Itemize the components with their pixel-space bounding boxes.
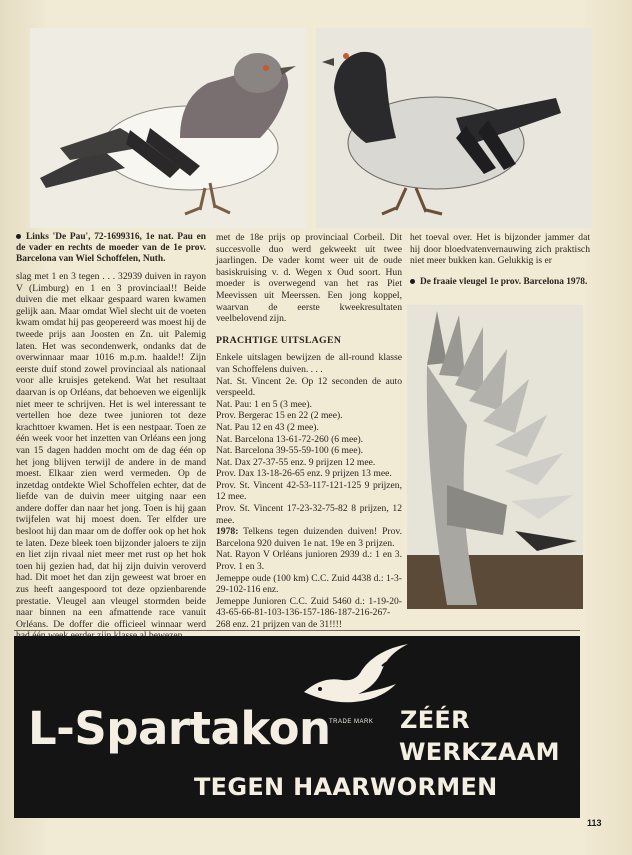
- results-lead: Enkele uitslagen bewijzen de all-round klasse van Schoffelens duiven. . . .: [216, 352, 402, 375]
- result-1978: [216, 526, 402, 549]
- result-line: Prov. St. Vincent 42-53-117-121-125 9 prijzen, 12 mee.: [216, 479, 402, 503]
- result-line: Prov. St. Vincent 17-23-32-75-82 8 prijzen, 12 mee.: [216, 503, 402, 526]
- caption-wing: [410, 277, 590, 288]
- result-line: Prov. Bergerac 15 en 22 (2 mee).: [216, 410, 343, 422]
- ad-tagline-3: TEGEN HAARWORMEN: [194, 773, 498, 801]
- text-column-2: [216, 232, 402, 670]
- result-line: Nat. Barcelona 39-55-59-100 (6 mee).: [216, 445, 364, 457]
- wing-illustration: [407, 305, 583, 609]
- result-line: Jemeppe oude (100 km) C.C. Zuid 4438 d.: 1-3-29-102-116 enz.: [216, 572, 402, 596]
- result-line: Nat. St. Vincent 2e. Op 12 seconden de auto verspeeld.: [216, 375, 402, 399]
- bullet-icon: [410, 279, 415, 284]
- pigeon-left-illustration: [30, 28, 306, 228]
- result-line: Nat. Dax 27-37-55 enz. 9 prijzen 12 mee.: [216, 456, 376, 468]
- article-paragraph: het toeval over. Het is bijzonder jammer dat hij door bloedvatenvernauwing zich praktisch niet meer bukken kan. Gelukkig is er: [410, 232, 590, 267]
- result-line: Jemeppe Junioren C.C. Zuid 5460 d.: 1-19-20-43-65-66-81-103-136-157-186-187-216-267-268 enz. 21 prijzen van de 31!!!!: [216, 595, 402, 630]
- page-number: 113: [587, 818, 602, 828]
- photo-pigeon-de-pau: [30, 28, 306, 228]
- caption-pau: [16, 232, 206, 265]
- ad-tagline-2: WERKZAAM: [399, 738, 560, 766]
- ad-tagline-1: ZÉÉR: [400, 706, 470, 734]
- bullet-icon: [16, 234, 21, 239]
- advertisement-spartakon: [14, 636, 580, 818]
- result-line: Nat. Pau: 1 en 5 (3 mee).: [216, 398, 312, 410]
- text-column-1: [16, 232, 206, 642]
- year-text: Telkens tegen duizenden duiven! Prov. Barcelona 920 duiven 1e nat. 19e en 3 prijzen.: [216, 526, 402, 549]
- photo-wing: [407, 305, 583, 609]
- section-divider: [14, 630, 580, 631]
- result-line: Nat. Rayon V Orléans junioren 2939 d.: 1 en 3. Prov. 1 en 3.: [216, 549, 402, 573]
- caption-wing-text: De fraaie vleugel 1e prov. Barcelona 1978.: [420, 276, 588, 287]
- section-heading-uitslagen: PRACHTIGE UITSLAGEN: [216, 334, 342, 346]
- result-line: Nat. Pau 12 en 43 (2 mee).: [216, 421, 319, 433]
- result-line: Nat. Barcelona 13-61-72-260 (6 mee).: [216, 433, 364, 445]
- photo-pigeon-mother: [316, 28, 592, 228]
- caption-pau-text: Links 'De Pau', 72-1699316, 1e nat. Pau en de vader en rechts de moeder van de 1e prov. Barcelona van Wiel Schoffelen, Nuth.: [16, 232, 206, 264]
- year-label: 1978:: [216, 526, 239, 538]
- trademark-label: TRADE MARK: [329, 719, 374, 725]
- brand-name: L-Spartakon: [28, 702, 331, 755]
- text-column-3: [410, 232, 590, 294]
- article-paragraph: slag met 1 en 3 tegen . . . 32939 duiven in rayon V (Limburg) en 1 en 3 provinciaal!! Beide duiven die met elkaar gespaard waren kwamen gelijk aan. Maar omdat Wiel slecht uit de voeten kwam omdat hij pas geopereerd was moest hij de tweede prijs aan Joosten en Zn. uit Palemig laten. Het was secondenwerk, ondanks dat de overwinnaar maar 1016 m.p.m. haalde!! Zijn eerste duif stond zowel provinciaal als nationaal voor alle kruisjes getekend. Wat het resultaat daarvan is op Orléans, dat behoeven we eigenlijk niet meer te schrijven. Het is wel interessant te vertellen hoe deze twee junioren tot deze krachttoer kwamen. Het is een nestpaar. Toen ze één week voor het inzetten van Orléans een jong van 15 dagen hadden mocht om de dag één op het jong blijven terwijl de andere in de mand moest. Elkaar zien werd vermeden. Op de inzetdag ontdekte Wiel Schoffelen echter, dat de liefde van de duivin meer uitging naar een andere doffer dan naar het jong. Toen is hij gaan twijfelen wat hij moest doen. Ter elfder ure besloot hij dan maar om de doffer ook op het hok te laten. Deze bleek toen bijzonder jaloers te zijn en liet zijn rivaal niet meer met rust op het hok toen hij gezien had, dat hij zijn duivin veroverd had. Dit moet het dan zijn geweest wat broer en zus heeft aangespoord tot deze opzienbarende prestatie. Vleugel aan vleugel stormden beide naar binnen na een afmattende race vanuit Orléans. De doffer die officieel winnaar werd: [16, 271, 206, 630]
- pigeon-right-illustration: [316, 28, 592, 228]
- result-line: Prov. Dax 13-18-26-65 enz. 9 prijzen 13 mee.: [216, 468, 392, 480]
- article-paragraph-intro: met de 18e prijs op provinciaal Corbeil. Dit succesvolle duo werd gekweekt uit twee jaarlingen. De vader komt weer uit de oude basiskruising v. d. Wegen x Oud soort. Hun moeder is overwegend van het ras Piet Meevissen uit Meerssen. Een jong koppel, waarvan de eerste kweekresultaten veelbelovend zijn.: [216, 232, 402, 325]
